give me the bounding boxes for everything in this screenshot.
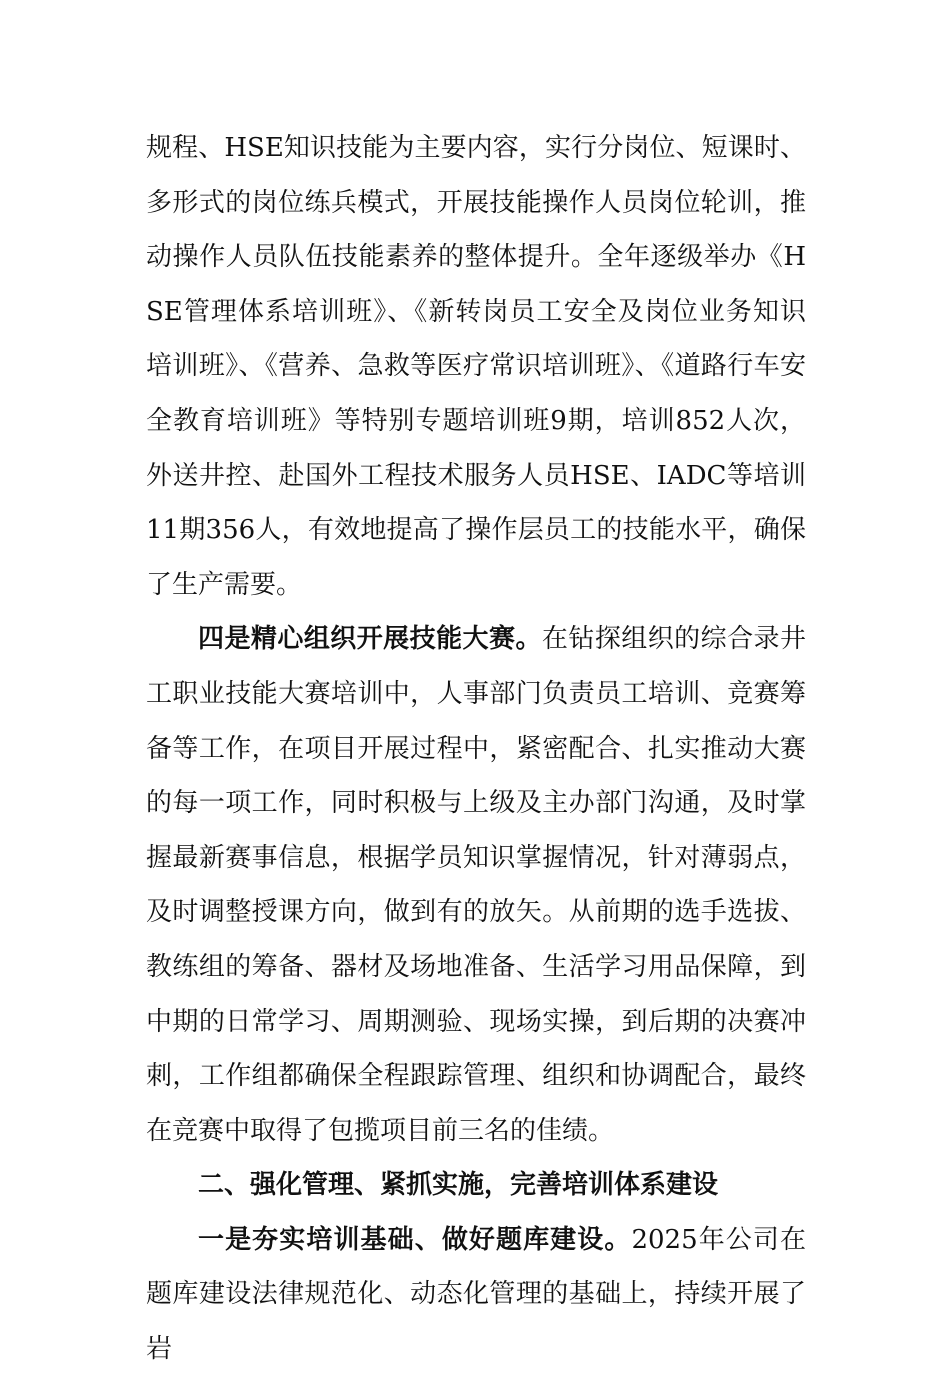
section-heading-2: 二、强化管理、紧抓实施，完善培训体系建设 [198,1170,719,1201]
document-body [146,121,806,1377]
paragraph-lead-heading: 四是精心组织开展技能大赛。 [198,624,542,655]
paragraph-body-text: 在钻探组织的综合录井工职业技能大赛培训中，人事部门负责员工培训、竞赛筹备等工作，在项目开展过程中，紧密配合、扎实推动大赛的每一项工作，同时积极与上级及主办部门沟通，及时掌握最新赛事信息，根据学员知识掌握情况，针对薄弱点，及时调整授课方向，做到有的放矢。从前期的选手选拔、教练组的筹备、器材及场地准备、生活学习用品保障，到中期的日常学习、周期测验、现场实操，到后期的决赛冲刺，工作组都确保全程跟踪管理、组织和协调配合，最终在竞赛中取得了包揽项目前三名的佳绩。 [146,624,806,1146]
paragraph-lead-heading: 一是夯实培训基础、做好题库建设。 [198,1224,632,1255]
paragraph-question-bank [146,1213,806,1377]
paragraph-skills-competition [146,612,806,1158]
paragraph-body-text: 2025年公司在题库建设法律规范化、动态化管理的基础上，持续开展了岩 [146,1224,806,1365]
paragraph-training-overview: 规程、HSE知识技能为主要内容，实行分岗位、短课时、多形式的岗位练兵模式，开展技能操作人员岗位轮训，推动操作人员队伍技能素养的整体提升。全年逐级举办《HSE管理体系培训班》、《新转岗员工安全及岗位业务知识培训班》、《营养、急救等医疗常识培训班》、《道路行车安全教育培训班》等特别专题培训班9期，培训852人次，外送井控、赴国外工程技术服务人员HSE、IADC等培训11期356人，有效地提高了操作层员工的技能水平，确保了生产需要。 [146,133,806,600]
